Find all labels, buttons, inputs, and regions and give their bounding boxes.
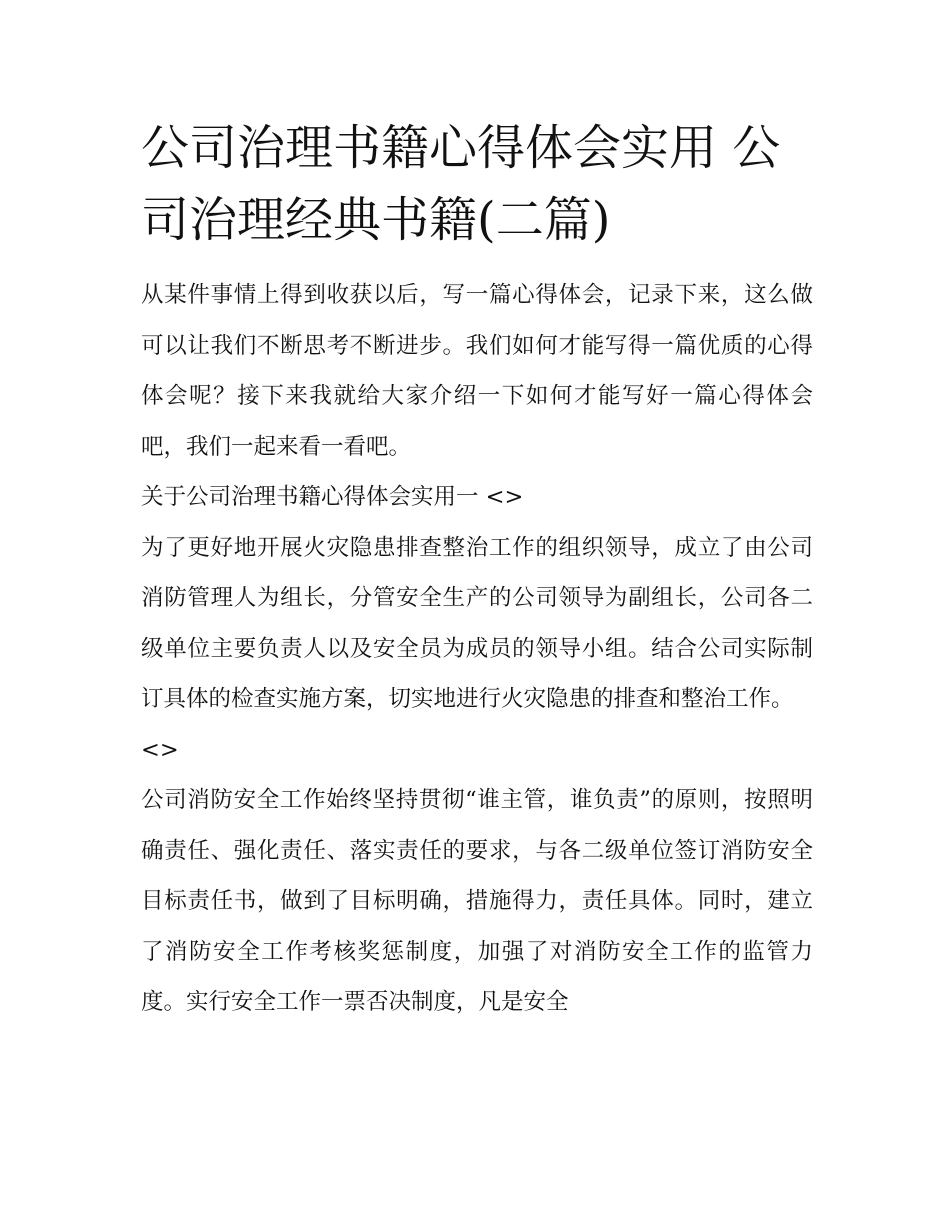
body-paragraph: 为了更好地开展火灾隐患排查整治工作的组织领导，成立了由公司消防管理人为组长，分管安全生产的公司领导为副组长，公司各二级单位主要负责人以及安全员为成员的领导小组。结合公司实际制订具体的检查实施方案，切实地进行火灾隐患的排查和整治工作。 bbox=[141, 534, 813, 712]
section-heading: 关于公司治理书籍心得体会实用一 <> bbox=[141, 484, 524, 510]
intro-paragraph: 从某件事情上得到收获以后，写一篇心得体会，记录下来，这么做可以让我们不断思考不断进步。我们如何才能写得一篇优质的心得体会呢？接下来我就给大家介绍一下如何才能写好一篇心得体会吧，我们一起来看一看吧。 bbox=[141, 282, 813, 460]
placeholder-line: <> bbox=[141, 736, 179, 763]
document-page bbox=[141, 112, 813, 1028]
body-paragraph: 公司消防安全工作始终坚持贯彻“谁主管，谁负责”的原则，按照明确责任、强化责任、落实责任的要求，与各二级单位签订消防安全目标责任书，做到了目标明确，措施得力，责任具体。同时，建立了消防安全工作考核奖惩制度，加强了对消防安全工作的监管力度。实行安全工作一票否决制度，凡是安全 bbox=[141, 787, 813, 1015]
document-title: 公司治理书籍心得体会实用 公司治理经典书籍(二篇) bbox=[141, 120, 781, 248]
